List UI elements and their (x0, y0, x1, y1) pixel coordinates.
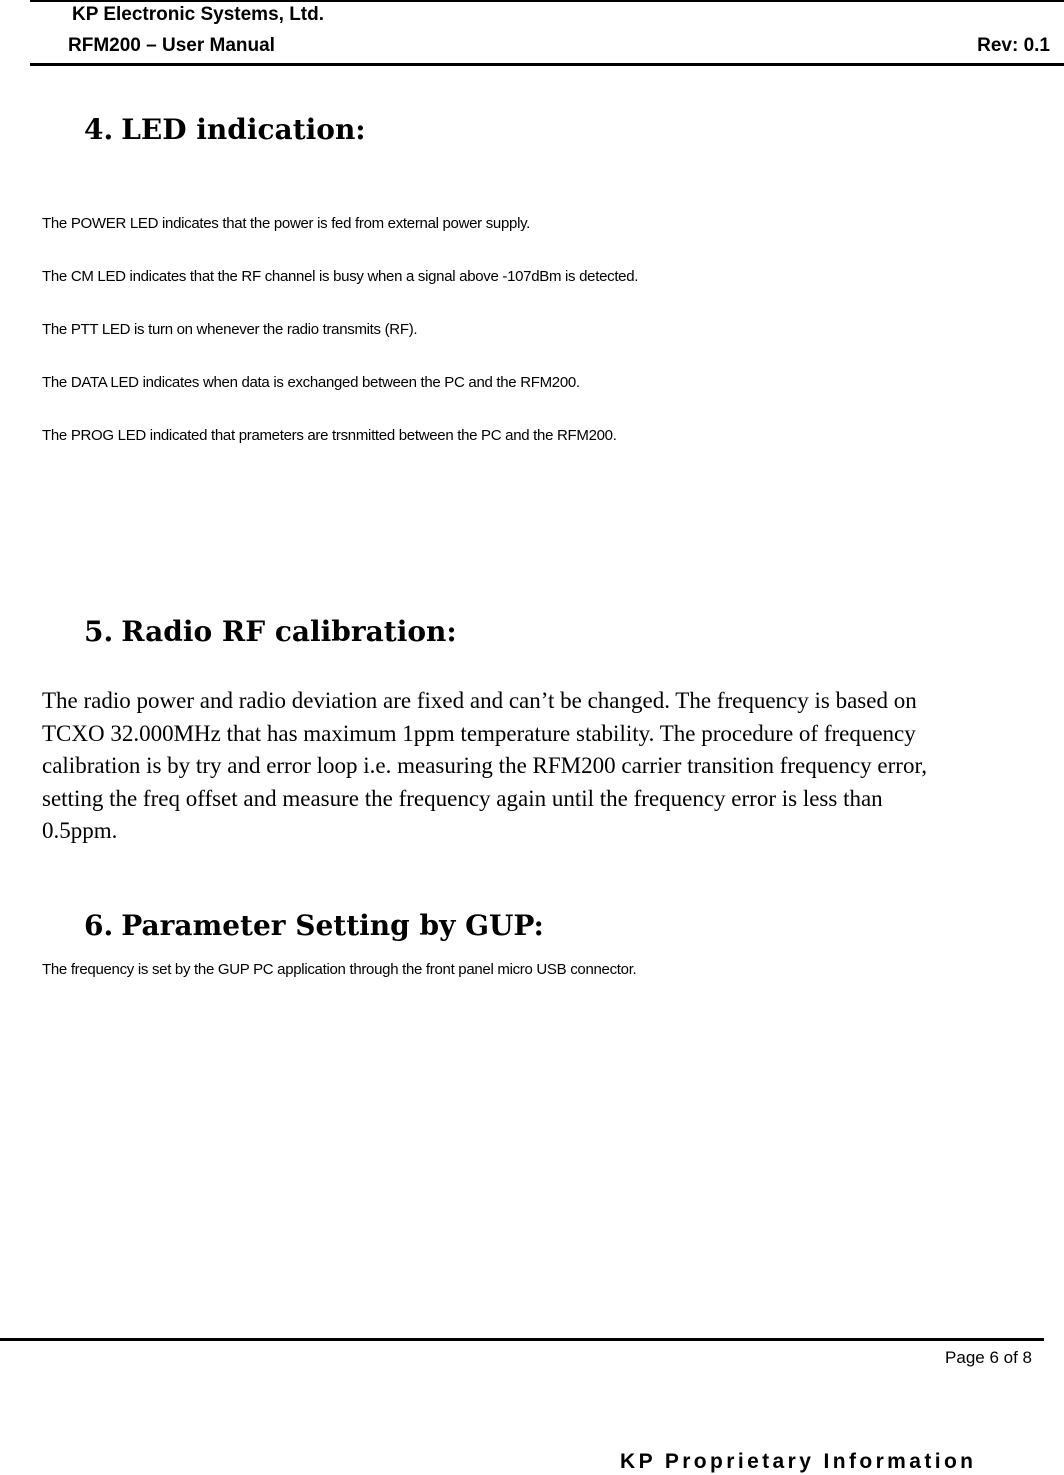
section-heading-parameter (84, 909, 544, 943)
footer-rule (0, 1338, 1044, 1341)
section-title: LED indication: (121, 113, 366, 146)
parameter-text: The frequency is set by the GUP PC application through the front panel micro USB connector. (42, 961, 637, 978)
section-number: 6. (84, 909, 114, 942)
proprietary-notice: KP Proprietary Information (620, 1450, 977, 1473)
paragraph-line: TCXO 32.000MHz that has maximum 1ppm temperature stability. The procedure of frequency (42, 720, 916, 746)
section-title: Parameter Setting by GUP: (121, 909, 544, 942)
paragraph-line: setting the freq offset and measure the frequency again until the frequency error is less than (42, 785, 883, 811)
led-line-prog: The PROG LED indicated that prameters are trsnmitted between the PC and the RFM200. (42, 427, 617, 444)
page-number: Page 6 of 8 (945, 1348, 1032, 1367)
header-bottom-rule (30, 63, 1064, 66)
led-line-cm: The CM LED indicates that the RF channel is busy when a signal above -107dBm is detected. (42, 268, 639, 285)
section-number: 5. (84, 615, 114, 648)
paragraph-line: The radio power and radio deviation are fixed and can’t be changed. The frequency is based on (42, 688, 917, 713)
header-top-rule (30, 0, 1064, 2)
led-line-power: The POWER LED indicates that the power is fed from external power supply. (42, 215, 531, 232)
paragraph-line: 0.5ppm. (42, 818, 118, 843)
led-line-data: The DATA LED indicates when data is exchanged between the PC and the RFM200. (42, 374, 580, 391)
calibration-paragraph (42, 685, 1032, 848)
section-title: Radio RF calibration: (121, 615, 457, 648)
section-heading-led (84, 113, 366, 147)
led-line-ptt: The PTT LED is turn on whenever the radio transmits (RF). (42, 321, 418, 338)
header-company: KP Electronic Systems, Ltd. (72, 4, 325, 25)
header-revision: Rev: 0.1 (977, 35, 1050, 56)
header-manual-title: RFM200 – User Manual (68, 35, 275, 56)
paragraph-line: calibration is by try and error loop i.e. measuring the RFM200 carrier transition frequency error, (42, 753, 927, 778)
section-heading-calibration (84, 615, 457, 649)
section-number: 4. (84, 113, 114, 146)
